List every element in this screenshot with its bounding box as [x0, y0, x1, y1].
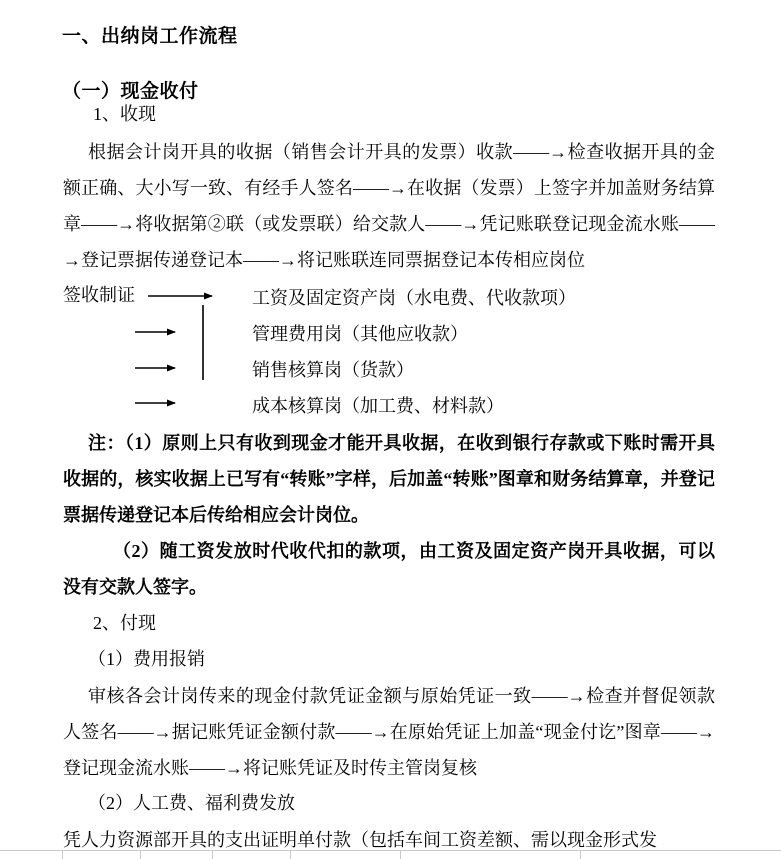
diagram-source-node: 签收制证 [63, 285, 135, 305]
list-item-label-expense-reimbursement: （1）费用报销 [88, 649, 205, 669]
list-item-label-receive-cash: 1、收现 [93, 104, 156, 124]
paragraph-expense-reimbursement-flow: 审核各会计岗传来的现金付款凭证金额与原始凭证一致——→检查并督促领款人签名——→据记账凭证金额付款——→在原始凭证上加盖“现金付讫”图章——→登记现金流水账——→将记账凭证及时传主管岗复核 [63, 686, 715, 778]
paragraph-note-2: （2）随工资发放时代收代扣的款项，由工资及固定资产岗开具收据，可以没有交款人签字。 [63, 541, 715, 597]
table-fragment-bottom [0, 850, 781, 858]
page-title: 一、出纳岗工作流程 [62, 25, 238, 47]
section-heading-cash-receipt-payment: （一）现金收付 [62, 80, 199, 102]
paragraph-note-1: 注：（1）原则上只有收到现金才能开具收据，在收到银行存款或下账时需开具收据的，核实收据上已写有“转账”字样，后加盖“转账”图章和财务结算章，并登记票据传递登记本后传给相应会计岗位。 [63, 433, 715, 525]
list-item-label-labor-welfare-payment: （2）人工费、福利费发放 [88, 793, 295, 813]
diagram-target-node-4: 成本核算岗（加工费、材料款） [252, 396, 504, 416]
diagram-target-node-3: 销售核算岗（货款） [252, 360, 414, 380]
paragraph-receive-cash-flow: 根据会计岗开具的收据（销售会计开具的发票）收款——→检查收据开具的金额正确、大小写一致、有经手人签名——→在收据（发票）上签字并加盖财务结算章——→将收据第②联（或发票联）给交款人——→凭记账联登记现金流水账——→登记票据传递登记本——→将记账联连同票据登记本传相应岗位 [63, 142, 715, 270]
diagram-target-node-1: 工资及固定资产岗（水电费、代收款项） [252, 288, 576, 308]
flow-diagram-signature-routing [0, 280, 781, 420]
list-item-label-pay-cash: 2、付现 [93, 613, 156, 633]
diagram-target-node-2: 管理费用岗（其他应收款） [252, 324, 468, 344]
paragraph-labor-welfare-payment: 凭人力资源部开具的支出证明单付款（包括车间工资差额、需以现金形式发 [63, 830, 657, 850]
